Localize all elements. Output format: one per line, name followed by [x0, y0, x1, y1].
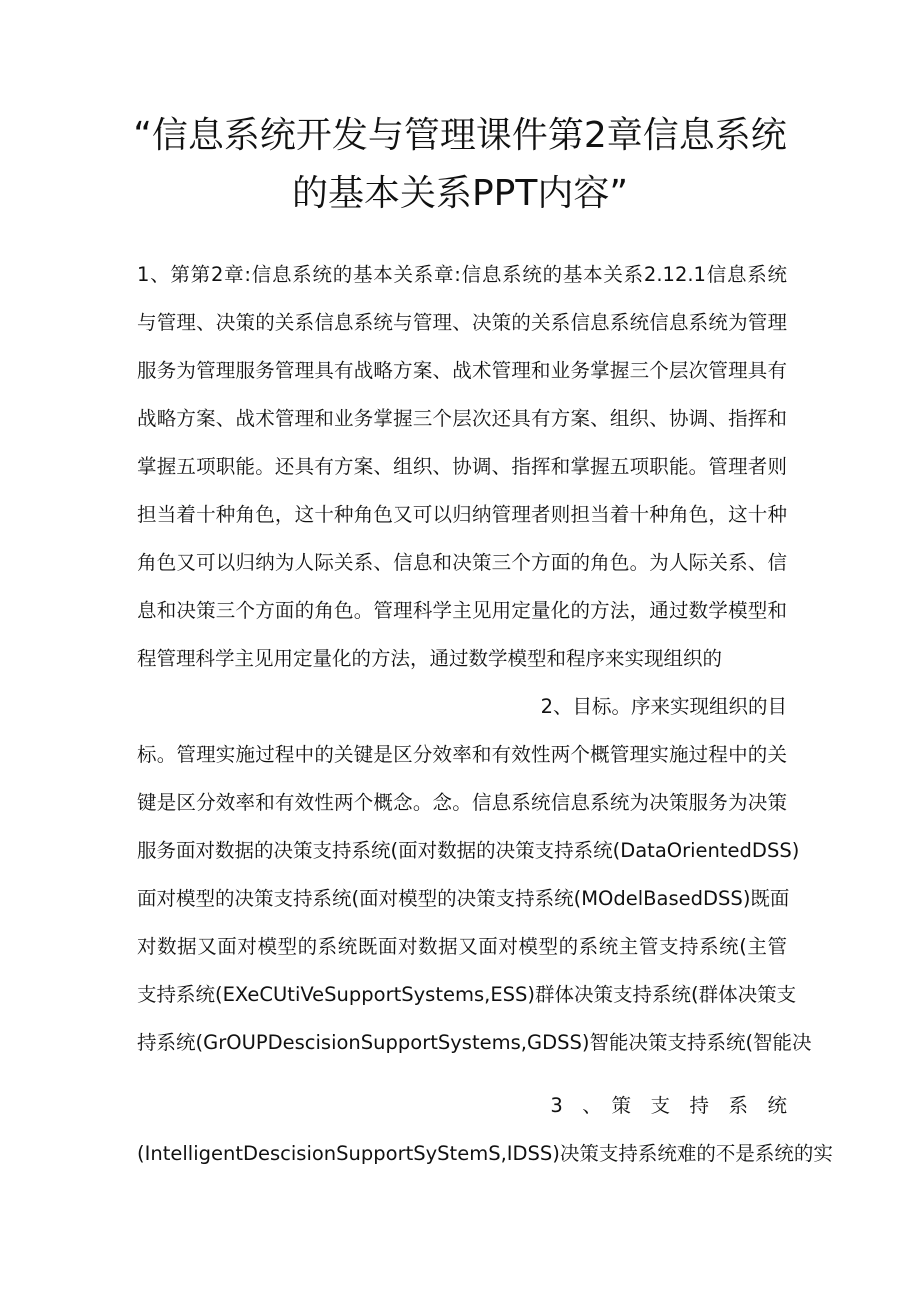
- document-title-line-2: 的基本关系PPT内容”: [291, 173, 629, 214]
- paragraph-line: 对数据又面对模型的系统既面对数据又面对模型的系统主管支持系统(主管: [137, 935, 787, 958]
- document-title-line-1: “信息系统开发与管理课件第2章信息系统: [133, 115, 787, 156]
- paragraph-line: 担当着十种角色，这十种角色又可以归纳管理者则担当着十种角色，这十种: [137, 503, 787, 526]
- paragraph-line: 3 、 策 支 持 系 统: [550, 1094, 787, 1117]
- paragraph-line: 战略方案、战术管理和业务掌握三个层次还具有方案、组织、协调、指挥和: [137, 407, 787, 430]
- paragraph-line: 持系统(GrOUPDescisionSupportSystems,GDSS)智能决策支持系统(智能决: [137, 1031, 812, 1054]
- paragraph-line: 服务为管理服务管理具有战略方案、战术管理和业务掌握三个层次管理具有: [137, 359, 787, 382]
- paragraph-line: 支持系统(EXeCUtiVeSupportSystems,ESS)群体决策支持系统(群体决策支: [137, 983, 797, 1006]
- paragraph-line: 与管理、决策的关系信息系统与管理、决策的关系信息系统信息系统为管理: [137, 311, 787, 334]
- paragraph-line: 标。管理实施过程中的关键是区分效率和有效性两个概管理实施过程中的关: [137, 743, 787, 766]
- paragraph-line: 角色又可以归纳为人际关系、信息和决策三个方面的角色。为人际关系、信: [137, 551, 787, 574]
- paragraph-line: 息和决策三个方面的角色。管理科学主见用定量化的方法，通过数学模型和: [137, 599, 787, 622]
- paragraph-line: 键是区分效率和有效性两个概念。念。信息系统信息系统为决策服务为决策: [137, 791, 787, 814]
- paragraph-line: 1、第第2章:信息系统的基本关系章:信息系统的基本关系2.12.1信息系统: [137, 263, 787, 286]
- paragraph-line: 2、目标。序来实现组织的目: [540, 695, 787, 718]
- paragraph-line: 程管理科学主见用定量化的方法，通过数学模型和程序来实现组织的: [137, 647, 723, 670]
- paragraph-line: (IntelligentDescisionSupportSyStemS,IDSS)决策支持系统难的不是系统的实: [137, 1142, 833, 1165]
- paragraph-line: 服务面对数据的决策支持系统(面对数据的决策支持系统(DataOrientedDSS): [137, 839, 800, 862]
- paragraph-line: 面对模型的决策支持系统(面对模型的决策支持系统(MOdelBasedDSS)既面: [137, 887, 790, 910]
- paragraph-line: 掌握五项职能。还具有方案、组织、协调、指挥和掌握五项职能。管理者则: [137, 455, 787, 478]
